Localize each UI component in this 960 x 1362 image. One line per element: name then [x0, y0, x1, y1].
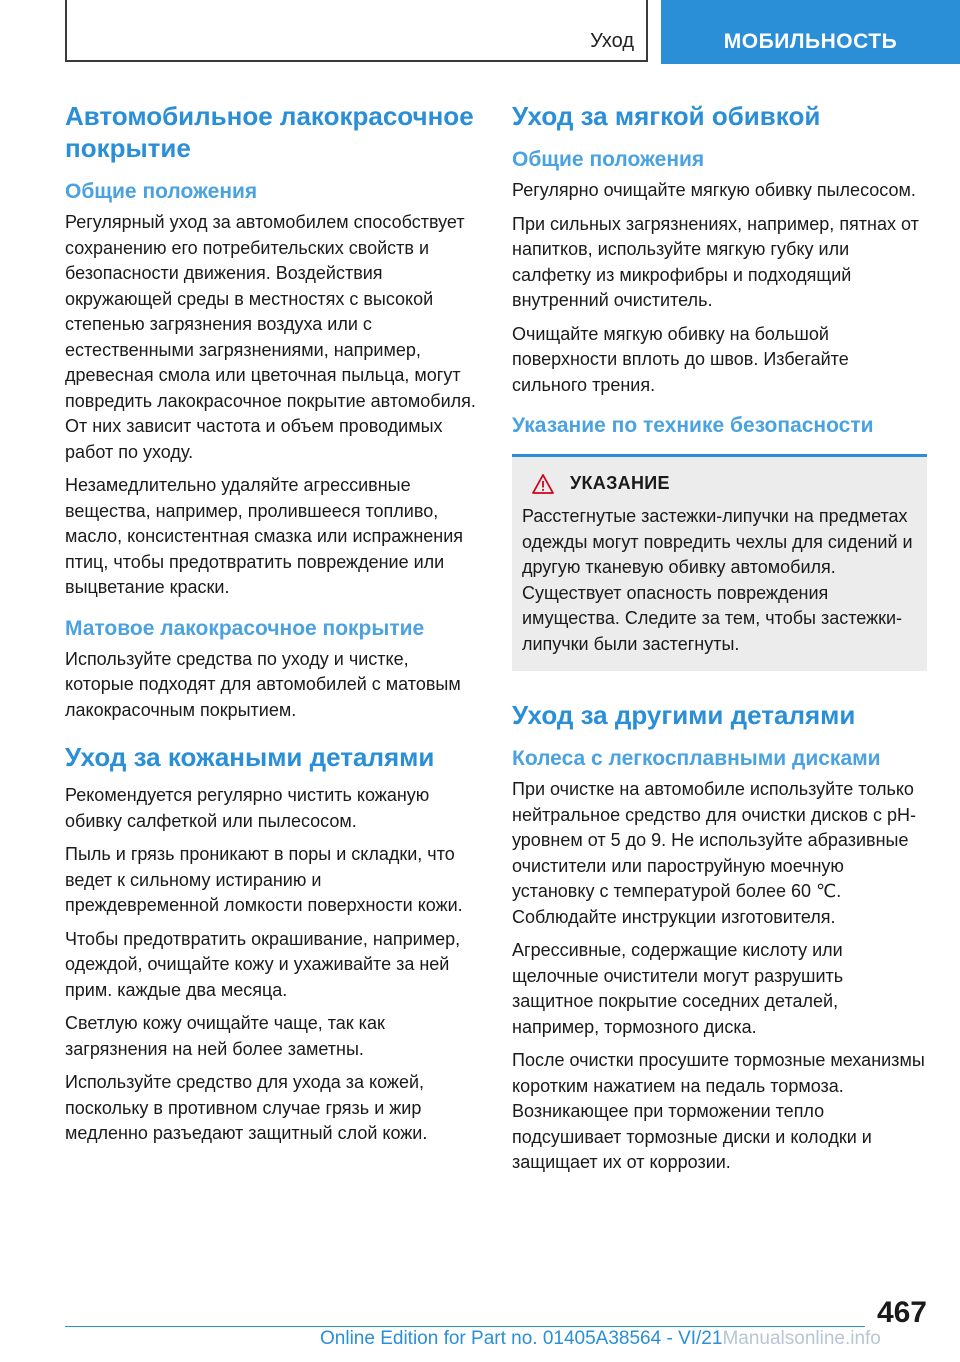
warning-text: Расстегнутые застежки-липучки на предметах одежды могут повредить чехлы для сидений и другую тканевую обивку автомобиля. Существует опасность повреждения имущества. Следите за тем, чтобы застежки-липучки были застегнуты.	[522, 506, 913, 654]
subheading-safety: Указание по технике безопасности	[512, 414, 874, 437]
warning-title: УКАЗАНИЕ	[570, 473, 670, 493]
paragraph: При очистке на автомобиле используйте только нейтральное средство для очистки дисков с pH-уровнем от 5 до 9. Не используйте абразивные очистители или пароструйную моечную установку с температурой более 60 ℃. Соблюдайте инструкции изготовителя.	[512, 779, 917, 927]
warning-triangle-icon	[532, 474, 554, 494]
paragraph: Очищайте мягкую обивку на большой поверхности вплоть до швов. Избегайте сильного трения.	[512, 323, 849, 395]
warning-header	[522, 473, 915, 494]
paragraph: После очистки просушите тормозные механизмы коротким нажатием на педаль тормоза. Возникающее при торможении тепло подсушивает тормозные диски и колодки и защищает их от коррозии.	[512, 1050, 925, 1172]
chapter-tab[interactable]: МОБИЛЬНОСТЬ	[661, 0, 960, 64]
heading-leather: Уход за кожаными деталями	[65, 742, 435, 772]
subheading-wheels: Колеса с легкосплавными дисками	[512, 747, 881, 770]
section-title: Уход	[590, 30, 634, 52]
page-number: 467	[876, 1296, 927, 1329]
footer-divider	[65, 1326, 865, 1327]
heading-paint: Автомобильное лакокрасочное покрытие	[65, 101, 474, 163]
warning-box	[512, 454, 927, 671]
paragraph: Чтобы предотвратить окрашивание, например, одеждой, очищайте кожу и ухаживайте за ней прим. каждые два месяца.	[65, 928, 461, 1000]
paragraph: Регулярный уход за автомобилем способствует сохранению его потребительских свойств и безопасности движения. Воздействия окружающей среды в местностях с высокой степенью загрязнения воздуха или с естественными загрязнениями, например, древесная смола или цветочная пыльца, могут повредить лакокрасочное покрытие автомобиля. От них зависит частота и объем проводимых работ по уходу.	[65, 212, 476, 462]
paragraph: Пыль и грязь проникают в поры и складки, что ведет к сильному истиранию и преждевременной ломкости поверхности кожи.	[65, 844, 463, 915]
paragraph: Светлую кожу очищайте чаще, так как загрязнения на ней более заметны.	[65, 1013, 385, 1059]
paragraph: Агрессивные, содержащие кислоту или щелочные очистители могут разрушить защитное покрытие соседних деталей, например, тормозного диска.	[512, 940, 844, 1037]
paragraph: Регулярно очищайте мягкую обивку пылесосом.	[512, 180, 916, 200]
header-frame	[65, 0, 648, 62]
left-column	[65, 100, 480, 1155]
footer	[320, 1328, 881, 1350]
subheading-general: Общие положения	[65, 180, 258, 203]
paragraph: Используйте средства по уходу и чистке, которые подходят для автомобилей с матовым лакокрасочным покрытием.	[65, 648, 461, 720]
paragraph: Используйте средство для ухода за кожей, поскольку в противном случае грязь и жир медленно разъедают защитный слой кожи.	[65, 1072, 428, 1143]
subheading-general: Общие положения	[512, 148, 705, 171]
watermark: Manualsonline.info	[722, 1328, 881, 1349]
subheading-matte: Матовое лакокрасочное покрытие	[65, 616, 425, 640]
heading-other: Уход за другими деталями	[512, 700, 856, 730]
paragraph: При сильных загрязнениях, например, пятнах от напитков, используйте мягкую губку или салфетку из микрофибры и подходящий внутренний очиститель.	[512, 213, 919, 310]
right-column	[512, 100, 927, 1184]
heading-upholstery: Уход за мягкой обивкой	[512, 101, 821, 131]
paragraph: Рекомендуется регулярно чистить кожаную обивку салфеткой или пылесосом.	[65, 785, 430, 831]
edition-label: Online Edition for Part no. 01405A38564 - VI/21	[320, 1328, 723, 1349]
paragraph: Незамедлительно удаляйте агрессивные вещества, например, пролившееся топливо, масло, консистентная смазка или испражнения птиц, чтобы предотвратить повреждение или выцветание краски.	[65, 475, 464, 597]
